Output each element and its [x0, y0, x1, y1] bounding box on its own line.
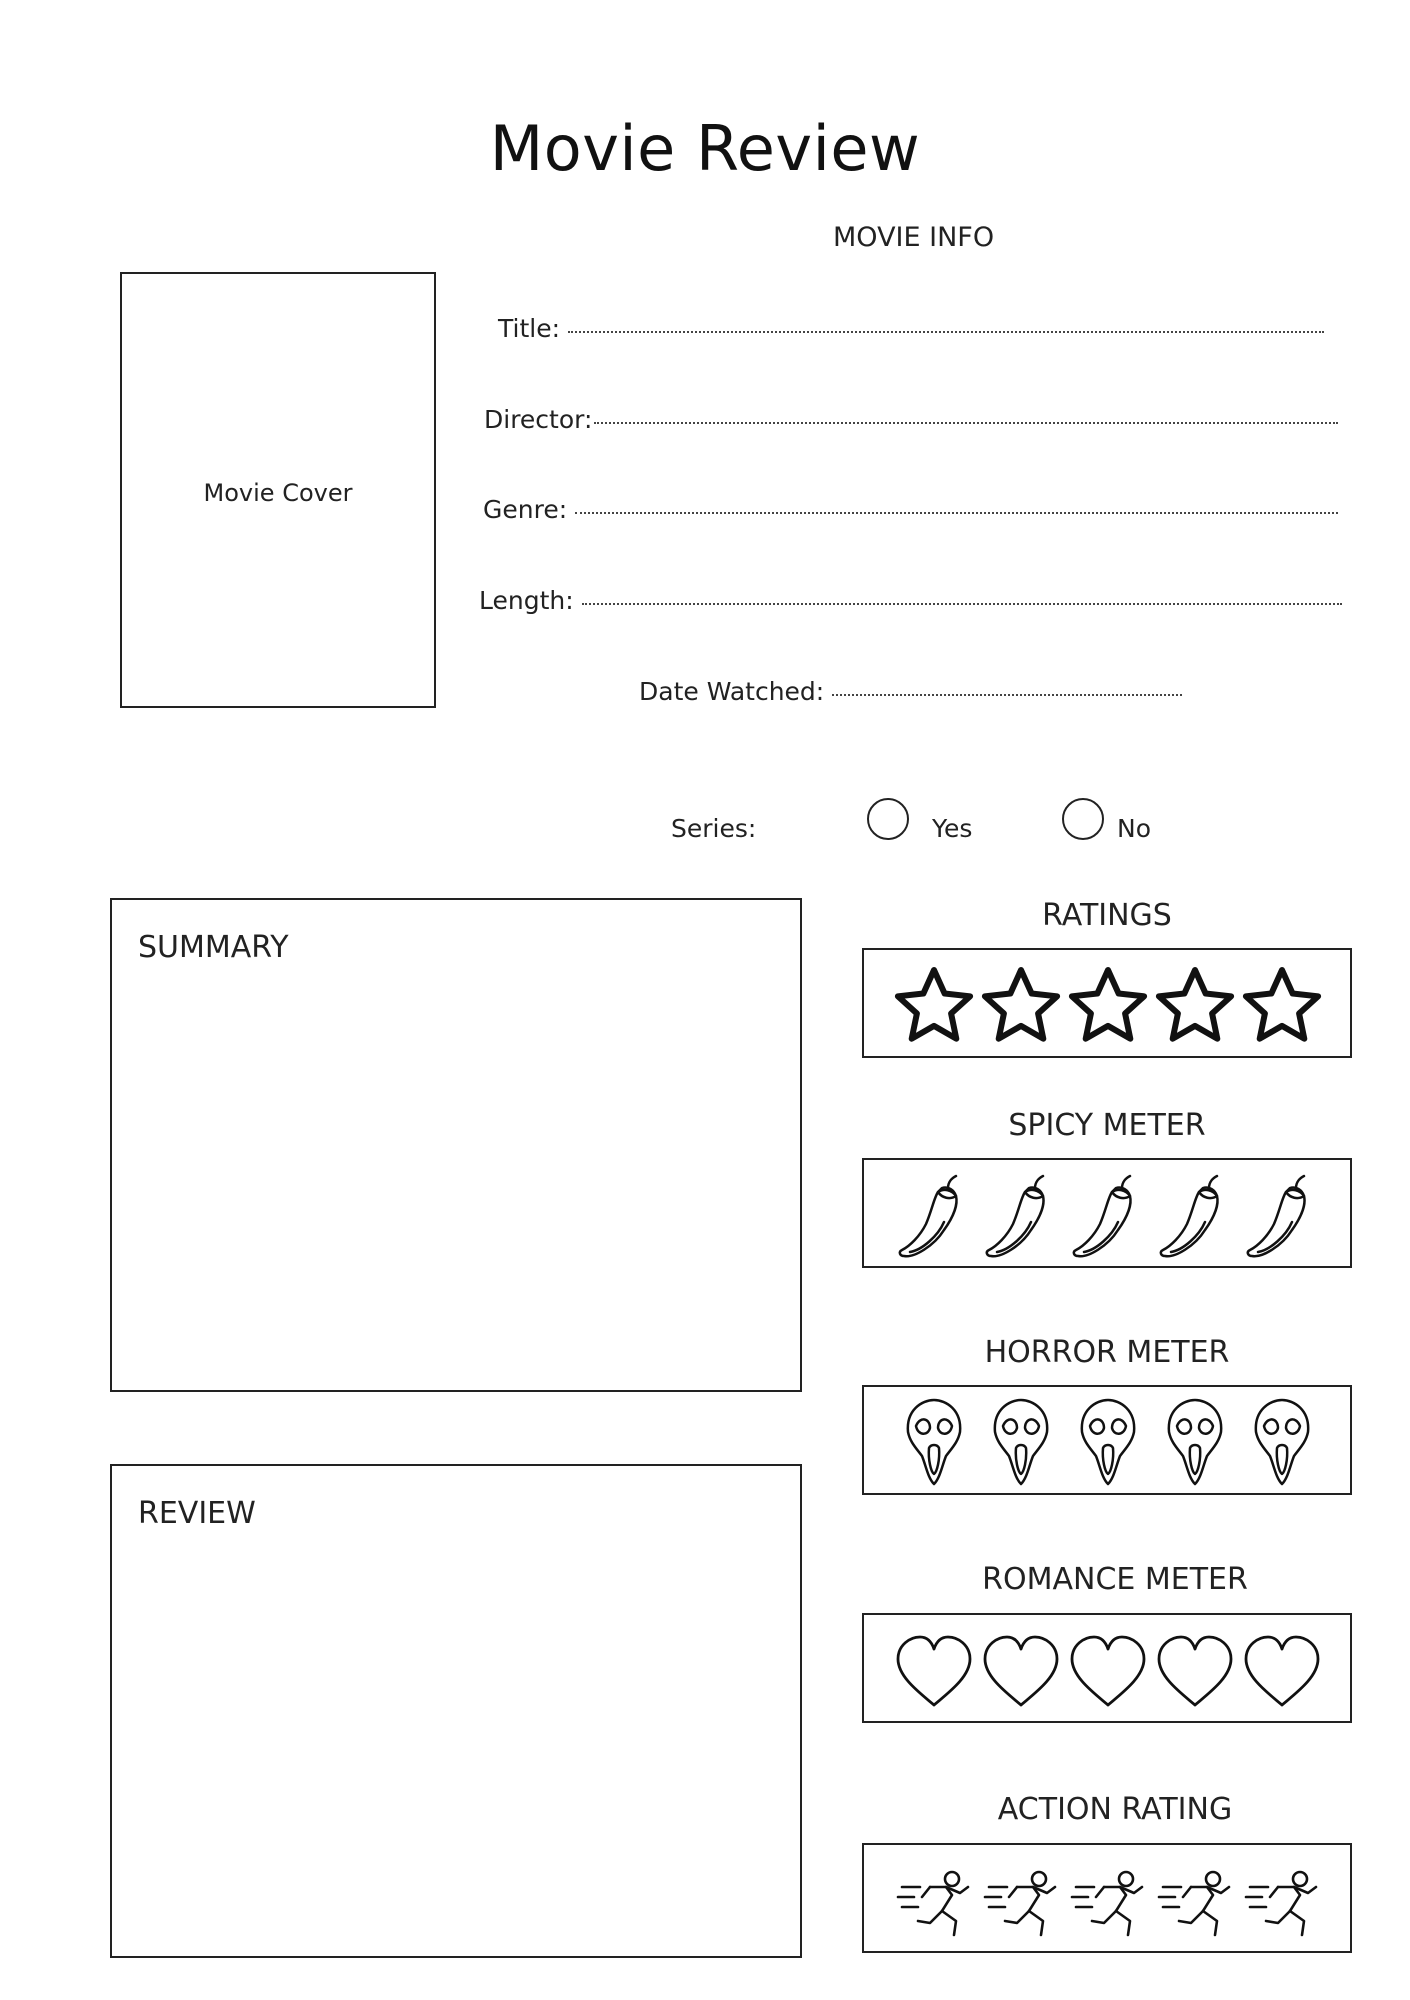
heart-icon[interactable]: [1246, 1637, 1318, 1705]
review-box[interactable]: [110, 1464, 802, 1958]
heart-icon[interactable]: [985, 1637, 1057, 1705]
heart-icon[interactable]: [1159, 1637, 1231, 1705]
ghost-face-icon[interactable]: [908, 1400, 960, 1484]
horror-icons: [864, 1387, 1354, 1497]
action-rating-meter: [862, 1843, 1352, 1953]
series-yes-radio[interactable]: [867, 798, 909, 840]
movie-cover-label: Movie Cover: [203, 479, 353, 507]
romance-icons: [864, 1615, 1354, 1725]
title-dotted-line: [568, 330, 1324, 333]
chili-pepper-icon[interactable]: [1161, 1176, 1218, 1256]
running-person-icon[interactable]: [1072, 1872, 1142, 1935]
chili-pepper-icon[interactable]: [900, 1176, 957, 1256]
series-no-label: No: [1117, 814, 1151, 843]
review-label: REVIEW: [138, 1496, 256, 1531]
length-dotted-line: [582, 602, 1342, 605]
ghost-face-icon[interactable]: [1169, 1400, 1221, 1484]
length-field[interactable]: [479, 586, 1342, 615]
summary-label: SUMMARY: [138, 930, 289, 965]
heart-icon[interactable]: [898, 1637, 970, 1705]
ratings-icons: [864, 950, 1354, 1060]
star-icon[interactable]: [1159, 970, 1231, 1039]
romance-meter-title: ROMANCE METER: [982, 1562, 1248, 1597]
action-icons: [864, 1845, 1354, 1955]
spicy-icons: [864, 1160, 1354, 1270]
running-person-icon[interactable]: [985, 1872, 1055, 1935]
spicy-meter-title: SPICY METER: [1008, 1108, 1206, 1143]
genre-field[interactable]: [483, 495, 1338, 524]
romance-meter: [862, 1613, 1352, 1723]
star-icon[interactable]: [1246, 970, 1318, 1039]
running-person-icon[interactable]: [1246, 1872, 1316, 1935]
title-label: Title:: [498, 314, 560, 343]
length-label: Length:: [479, 586, 574, 615]
star-icon[interactable]: [898, 970, 970, 1039]
series-label: Series:: [671, 814, 757, 843]
ghost-face-icon[interactable]: [1082, 1400, 1134, 1484]
series-yes-label: Yes: [932, 814, 973, 843]
ratings-meter: [862, 948, 1352, 1058]
movie-info-heading: MOVIE INFO: [833, 222, 995, 253]
genre-label: Genre:: [483, 495, 568, 524]
director-dotted-line: [594, 421, 1338, 424]
spicy-meter: [862, 1158, 1352, 1268]
star-icon[interactable]: [1072, 970, 1144, 1039]
horror-meter-title: HORROR METER: [984, 1335, 1230, 1370]
date-watched-field[interactable]: [639, 677, 1182, 706]
director-label: Director:: [484, 405, 593, 434]
running-person-icon[interactable]: [1159, 1872, 1229, 1935]
director-field[interactable]: [484, 405, 1338, 434]
page-title: Movie Review: [489, 112, 921, 185]
horror-meter: [862, 1385, 1352, 1495]
movie-cover-box[interactable]: [120, 272, 436, 708]
chili-pepper-icon[interactable]: [1074, 1176, 1131, 1256]
heart-icon[interactable]: [1072, 1637, 1144, 1705]
ratings-title: RATINGS: [1042, 898, 1172, 933]
ghost-face-icon[interactable]: [995, 1400, 1047, 1484]
date-watched-label: Date Watched:: [639, 677, 825, 706]
action-rating-title: ACTION RATING: [997, 1792, 1233, 1827]
date-watched-dotted-line: [832, 693, 1182, 696]
star-icon[interactable]: [985, 970, 1057, 1039]
chili-pepper-icon[interactable]: [1248, 1176, 1305, 1256]
summary-box[interactable]: [110, 898, 802, 1392]
series-no-radio[interactable]: [1062, 798, 1104, 840]
title-field[interactable]: [498, 314, 1324, 343]
chili-pepper-icon[interactable]: [987, 1176, 1044, 1256]
running-person-icon[interactable]: [898, 1872, 968, 1935]
genre-dotted-line: [575, 511, 1338, 514]
ghost-face-icon[interactable]: [1256, 1400, 1308, 1484]
